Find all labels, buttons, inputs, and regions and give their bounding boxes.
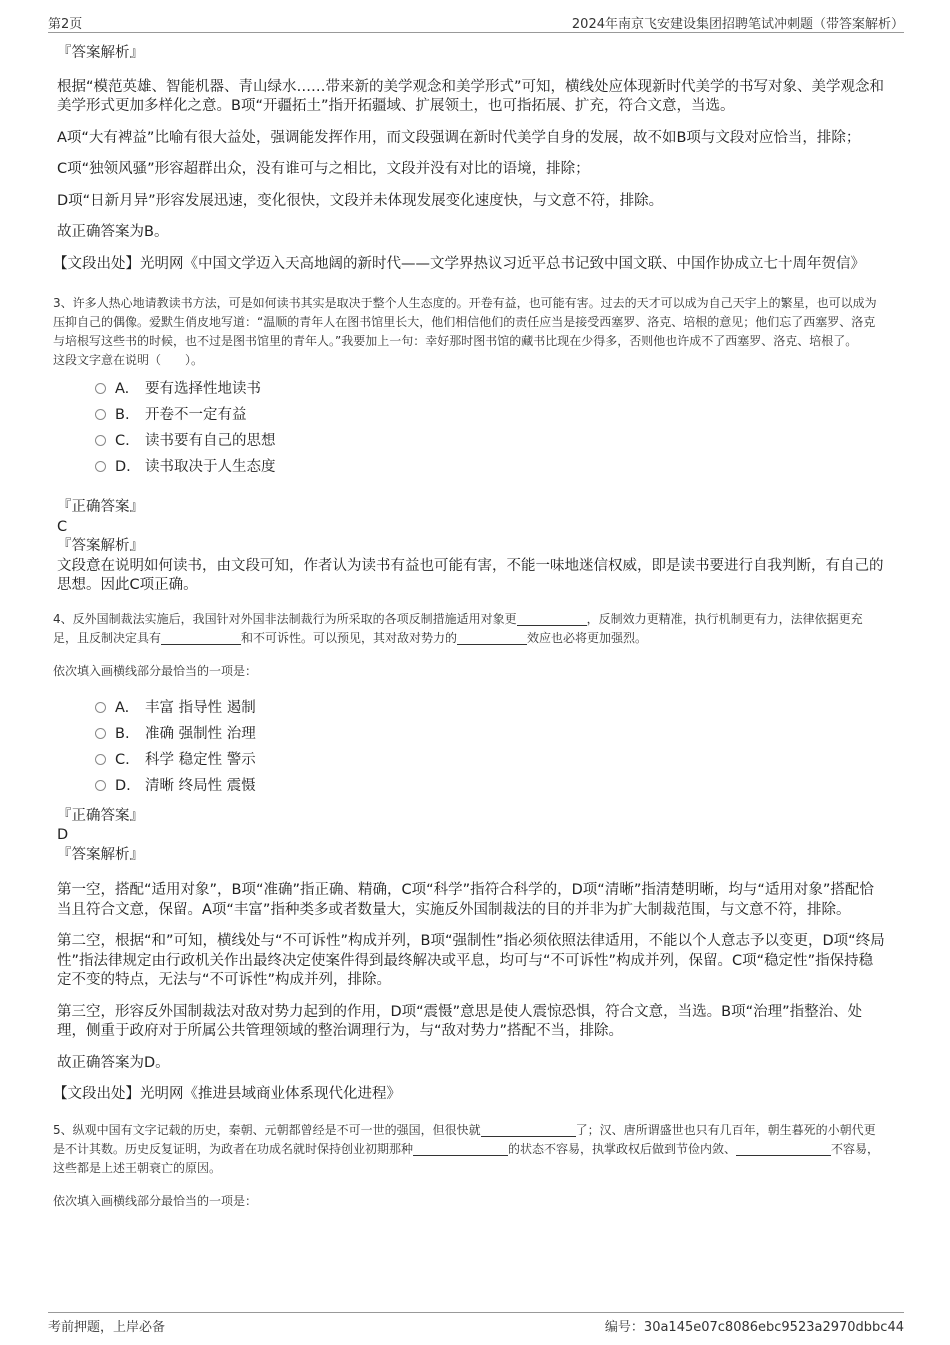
radio-button[interactable] [95, 728, 106, 739]
page-content [53, 44, 885, 1211]
radio-button[interactable] [95, 702, 106, 713]
q4-stem: 4、反外国制裁法实施后，我国针对外国非法制裁行为所采取的各项反制措施适用对象更 ，反制效力更精准，执行机制更有力，法律依据更充足，且反制决定具有 和不可诉性。可以预见，其对敌对势力的 效应也必将更加强烈。 [53, 611, 863, 645]
page-footer [48, 1312, 904, 1335]
q4-analysis-paragraph: 第二空，根据“和”可知，横线处与“不可诉性”构成并列，B项“强制性”指必须依照法律适用，不能以个人意志予以变更，D项“终局性”指法律规定由行政机关作出最终决定使案件得到最终解决或平息，均可与“不可诉性”构成并列，保留。C项“稳定性”指保持稳定不变的特点，无法与“不可诉性”构成并列，排除。 [57, 933, 885, 988]
radio-button[interactable] [95, 409, 106, 420]
q2-source: 【文段出处】光明网《中国文学迈入天高地阔的新时代——文学界热议习近平总书记致中国文联、中国作协成立七十周年贺信》 [53, 255, 865, 272]
q3-question: 这段文字意在说明（ ）。 [53, 353, 204, 367]
document-title: 2024年南京飞安建设集团招聘笔试冲刺题（带答案解析） [571, 17, 904, 32]
option-d[interactable]: D. 读书取决于人生态度 [95, 454, 885, 480]
q4-analysis-paragraph: 第一空，搭配“适用对象”，B项“准确”指正确、精确，C项“科学”指符合科学的，D项“清晰”指清楚明晰，均与“适用对象”搭配恰当且符合文意，保留。A项“丰富”指种类多或者数量大，实施反外国制裁法的目的并非为扩大制裁范围，与文意不符，排除。 [57, 882, 874, 918]
fill-blank [161, 631, 241, 645]
radio-button[interactable] [95, 754, 106, 765]
q5-stem: 5、纵观中国有文字记载的历史，秦朝、元朝都曾经是不可一世的强国，但很快就 了；汉、唐所谓盛世也只有几百年，朝生暮死的小朝代更是不计其数。历史反复证明，为政者在功成名就时保持创业初期那种 的状态不容易，执掌政权后做到节俭内敛、 不容易，这些都是上述王朝衰亡的原因。 [53, 1122, 880, 1175]
q4-source: 【文段出处】光明网《推进县域商业体系现代化进程》 [53, 1086, 401, 1102]
option-b[interactable]: B. 开卷不一定有益 [95, 402, 885, 428]
q3-options [95, 376, 885, 480]
fill-blank [517, 612, 587, 626]
radio-button[interactable] [95, 383, 106, 394]
q3-analysis: 文段意在说明如何读书，由文段可知，作者认为读书有益也可能有害，不能一味地迷信权威，即是读书要进行自我判断，有自己的思想。因此C项正确。 [57, 557, 884, 593]
q3-answer-label: 『正确答案』 [57, 499, 144, 515]
q3-analysis-label: 『答案解析』 [57, 538, 144, 554]
q4-analysis-paragraph: 第三空，形容反外国制裁法对敌对势力起到的作用，D项“震慑”意思是使人震惊恐惧，符合文意，当选。B项“治理”指整治、处理，侧重于政府对于所属公共管理领域的整治调理行为，与“敌对势力”搭配不当，排除。 [57, 1003, 863, 1039]
fill-blank [457, 631, 527, 645]
q4-instruction: 依次填入画横线部分最恰当的一项是： [53, 663, 258, 678]
page-number: 第2页 [48, 17, 83, 32]
option-c[interactable]: C. 读书要有自己的思想 [95, 428, 885, 454]
q2-analysis-paragraph: C项“独领风骚”形容超群出众，没有谁可与之相比，文段并没有对比的语境，排除； [57, 161, 590, 177]
option-d[interactable]: D. 清晰 终局性 震慑 [95, 773, 885, 799]
q2-analysis-paragraph: 根据“模范英雄、智能机器、青山绿水……带来新的美学观念和美学形式”可知，横线处应体现新时代美学的书写对象、美学观念和美学形式更加多样化之意。B项“开疆拓土”指开拓疆域、扩展领土，也可指拓展、扩充，符合文意，当选。 [57, 78, 885, 114]
q4-analysis-label: 『答案解析』 [57, 846, 144, 863]
radio-button[interactable] [95, 780, 106, 791]
q2-analysis-paragraph: A项“大有裨益”比喻有很大益处，强调能发挥作用，而文段强调在新时代美学自身的发展，故不如B项与文段对应恰当，排除； [57, 129, 861, 146]
fill-blank [736, 1142, 831, 1156]
radio-button[interactable] [95, 435, 106, 446]
radio-button[interactable] [95, 461, 106, 472]
q5-instruction: 依次填入画横线部分最恰当的一项是： [53, 1193, 258, 1208]
q2-analysis-label: 『答案解析』 [57, 45, 144, 61]
q4-options [95, 695, 885, 799]
q4-answer-label: 『正确答案』 [57, 807, 144, 824]
option-a[interactable]: A. 要有选择性地读书 [95, 376, 885, 402]
fill-blank [481, 1123, 576, 1137]
q2-conclusion: 故正确答案为B。 [57, 224, 169, 240]
q3-answer: C [57, 518, 68, 535]
option-b[interactable]: B. 准确 强制性 治理 [95, 721, 885, 747]
fill-blank [413, 1142, 508, 1156]
q4-conclusion: 故正确答案为D。 [57, 1054, 170, 1071]
footer-slogan: 考前押题，上岸必备 [48, 1320, 166, 1335]
q2-analysis-paragraph: D项“日新月异”形容发展迅速，变化很快，文段并未体现发展变化速度快，与文意不符，排除。 [57, 192, 664, 209]
option-c[interactable]: C. 科学 稳定性 警示 [95, 747, 885, 773]
page-header [48, 8, 904, 33]
q3-stem: 3、许多人热心地请教读书方法，可是如何读书其实是取决于整个人生态度的。开卷有益，也可能有害。过去的天才可以成为自己天宇上的繁星，也可以成为压抑自己的偶像。爱默生俏皮地写道：“温顺的青年人在图书馆里长大，他们相信他们的责任应当是接受西塞罗、洛克、培根的意见；他们忘了西塞罗、洛克与培根写这些书的时候，也不过是图书馆里的青年人。”我要加上一句：幸好那时图书馆的藏书比现在少得多，否则他也许成不了西塞罗、洛克、培根了。 [53, 296, 877, 348]
q4-answer: D [57, 827, 69, 843]
document-id: 编号：30a145e07c8086ebc9523a2970dbbc44 [604, 1320, 904, 1335]
option-a[interactable]: A. 丰富 指导性 遏制 [95, 695, 885, 721]
